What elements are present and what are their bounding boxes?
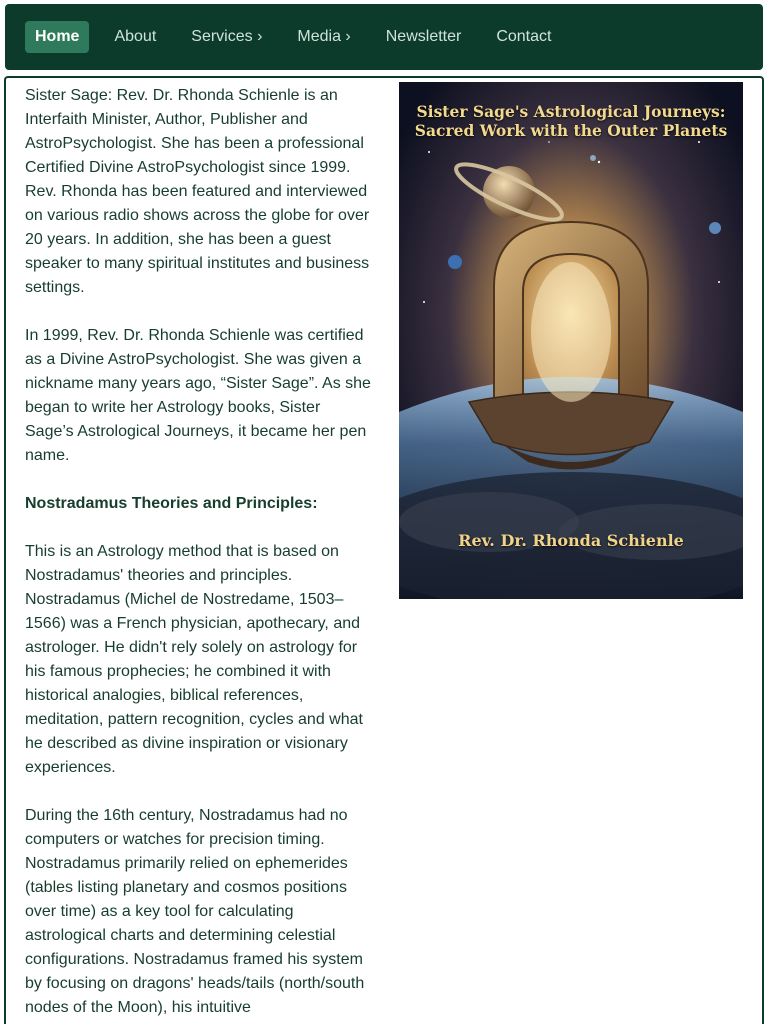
nav-media[interactable]: Media › (297, 28, 351, 45)
nav-home[interactable]: Home (25, 21, 89, 53)
main-navbar (5, 4, 763, 70)
article-text (25, 84, 373, 1024)
nav-contact[interactable]: Contact (496, 28, 552, 45)
method-paragraph: This is an Astrology method that is based on Nostradamus' theories and principles. Nostradamus (Michel de Nostredame, 1503–1566) was a French physician, apothecary, and astrologer. He didn't rely solely on astrology for his famous prophecies; he combined it with historical analogies, biblical references, meditation, pattern recognition, cycles and what he described as divine inspiration or visionary experiences. (25, 543, 363, 776)
book-title: Sister Sage's Astrological Journeys: Sacred Work with the Outer Planets (414, 102, 728, 140)
history-paragraph: During the 16th century, Nostradamus had no computers or watches for precision timing. Nostradamus primarily relied on ephemerides (tables listing planetary and cosmos positions over time) as a key tool for calculating astrological charts and determining celestial configurations. Nostradamus framed his system by focusing on dragons' heads/tails (north/south nodes of the Moon), his intuitive (25, 807, 365, 1016)
bio-paragraph: Sister Sage: Rev. Dr. Rhonda Schienle is an Interfaith Minister, Author, Publisher and AstroPsychologist. She has been a professional Certified Divine AstroPsychologist since 1999. Rev. Rhonda has been featured and interviewed on various radio shows across the globe for over 20 years. In addition, she has been a guest speaker to many spiritual institutes and business settings. (25, 87, 370, 296)
nav-about[interactable]: About (114, 28, 157, 45)
nav-services[interactable]: Services › (191, 28, 263, 45)
section-heading: Nostradamus Theories and Principles: (25, 495, 318, 512)
book-cover-art (399, 82, 743, 599)
nav-newsletter[interactable]: Newsletter (385, 28, 462, 45)
main-content (4, 76, 764, 1024)
book-author: Rev. Dr. Rhonda Schienle (458, 531, 684, 550)
book-cover (399, 82, 743, 599)
certification-paragraph: In 1999, Rev. Dr. Rhonda Schienle was certified as a Divine AstroPsychologist. She was given a nickname many years ago, “Sister Sage”. As she began to write her Astrology books, Sister Sage’s Astrological Journeys, it became her pen name. (25, 327, 371, 464)
